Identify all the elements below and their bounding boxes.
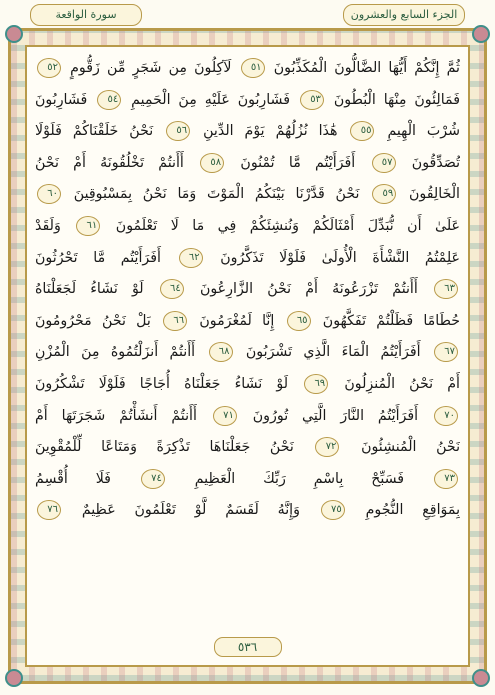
ayah-number-marker: ٥١	[241, 58, 265, 78]
ayah-number-marker: ٧٦	[37, 500, 61, 520]
text-panel	[25, 45, 470, 667]
verse-segment: لَآكِلُونَ مِن شَجَرٍ مِّن زَقُّومٍ	[70, 60, 232, 76]
ayah-number-marker: ٥٥	[350, 121, 374, 141]
ayah-number-marker: ٦١	[76, 216, 100, 236]
ayah-number-marker: ٧٣	[434, 469, 458, 489]
verse-segment: الْخَالِقُونَ	[409, 186, 460, 203]
verse-line	[35, 401, 460, 433]
verse-line	[35, 337, 460, 369]
ayah-number-marker: ٦٩	[304, 374, 328, 394]
verse-line	[35, 306, 460, 338]
ayah-number-marker: ٦٦	[163, 311, 187, 331]
verse-segment: أَفَرَأَيْتُم مَّا تُمْنُونَ	[240, 154, 356, 171]
ayah-number-marker: ٧٥	[321, 500, 345, 520]
verse-segment: أَمْ نَحْنُ الْمُنزِلُونَ	[344, 375, 460, 392]
verse-line	[35, 464, 460, 496]
ayah-number-marker: ٥٩	[372, 184, 396, 204]
verse-line	[35, 148, 460, 180]
verse-segment: فَشَارِبُونَ	[35, 91, 88, 108]
verse-segment: إِنَّا لَمُغْرَمُونَ	[199, 312, 275, 329]
corner-ornament-icon	[5, 25, 23, 43]
verse-segment: أَفَرَأَيْتُمُ النَّارَ الَّتِي تُورُونَ	[252, 407, 419, 424]
verse-segment: وَلَقَدْ	[35, 217, 61, 234]
verse-segment: فَسَبِّحْ بِاسْمِ رَبِّكَ الْعَظِيمِ	[194, 470, 405, 487]
ayah-number-marker: ٦٣	[434, 279, 458, 299]
ayah-number-marker: ٦٤	[160, 279, 184, 299]
verse-segment: شُرْبَ الْهِيمِ	[387, 123, 460, 140]
page-number: ٥٣٦	[214, 637, 282, 657]
verse-segment: بَلْ نَحْنُ مَحْرُومُونَ	[35, 312, 151, 329]
corner-ornament-icon	[472, 25, 490, 43]
verse-segment: لَوْ نَشَاءُ لَجَعَلْنَاهُ	[35, 281, 144, 298]
ayah-number-marker: ٥٦	[166, 121, 190, 141]
ayah-number-marker: ٦٨	[209, 342, 233, 362]
verse-segment: تُصَدِّقُونَ	[411, 154, 460, 171]
verse-segment: عَلِمْتُمُ النَّشْأَةَ الْأُولَىٰ فَلَوْلَا تَذَكَّرُونَ	[220, 249, 460, 266]
verse-line	[35, 495, 460, 527]
verse-segment: نَحْنُ قَدَّرْنَا بَيْنَكُمُ الْمَوْتَ وَمَا نَحْنُ بِمَسْبُوقِينَ	[73, 186, 360, 203]
surah-label: سورة الواقعة	[30, 4, 142, 26]
verse-segment: أَفَرَأَيْتُم مَّا تَحْرُثُونَ	[35, 249, 161, 266]
verse-segment: حُطَامًا فَظَلْتُمْ تَفَكَّهُونَ	[322, 312, 460, 329]
verse-segment: نَحْنُ خَلَقْنَاكُمْ فَلَوْلَا	[35, 123, 154, 140]
verse-line	[35, 369, 460, 401]
verse-line	[35, 53, 460, 85]
verse-segment: أَأَنتُمْ أَنزَلْتُمُوهُ مِنَ الْمُزْنِ	[35, 344, 196, 361]
verse-segment: أَأَنتُمْ تَزْرَعُونَهُ أَمْ نَحْنُ الزَّارِعُونَ	[199, 281, 418, 298]
verse-segment: عَلَىٰ أَن نُّبَدِّلَ أَمْثَالَكُمْ وَنُنشِئَكُمْ فِي مَا لَا تَعْلَمُونَ	[115, 217, 460, 234]
verse-segment: فَمَالِئُونَ مِنْهَا الْبُطُونَ	[333, 91, 460, 108]
verse-line	[35, 432, 460, 464]
verse-line	[35, 116, 460, 148]
ayah-number-marker: ٥٧	[372, 153, 396, 173]
verse-line	[35, 211, 460, 243]
corner-ornament-icon	[5, 669, 23, 687]
page-header	[30, 4, 465, 26]
verse-line	[35, 85, 460, 117]
corner-ornament-icon	[472, 669, 490, 687]
ayah-number-marker: ٧٠	[434, 406, 458, 426]
ayah-number-marker: ٥٨	[200, 153, 224, 173]
ayah-number-marker: ٦٧	[434, 342, 458, 362]
verse-segment: وَإِنَّهُ لَقَسَمٌ لَّوْ تَعْلَمُونَ عَظِيمٌ	[81, 502, 300, 519]
verse-segment: أَأَنتُمْ تَخْلُقُونَهُ أَمْ نَحْنُ	[35, 154, 184, 171]
verse-line	[35, 243, 460, 275]
ayah-number-marker: ٧٤	[141, 469, 165, 489]
verse-segment: أَفَرَأَيْتُمُ الْمَاءَ الَّذِي تَشْرَبُونَ	[245, 344, 421, 361]
verse-text-block	[35, 53, 460, 609]
verse-segment: ثُمَّ إِنَّكُمْ أَيُّهَا الضَّالُّونَ الْمُكَذِّبُونَ	[273, 60, 460, 76]
ayah-number-marker: ٦٠	[37, 184, 61, 204]
verse-segment: هَٰذَا نُزُلُهُمْ يَوْمَ الدِّينِ	[203, 123, 338, 140]
juz-label: الجزء السابع والعشرون	[343, 4, 465, 26]
verse-segment: نَحْنُ جَعَلْنَاهَا تَذْكِرَةً وَمَتَاعًا لِّلْمُقْوِينَ	[35, 439, 294, 456]
ayah-number-marker: ٥٣	[300, 90, 324, 110]
verse-segment: أَأَنتُمْ أَنشَأْتُمْ شَجَرَتَهَا أَمْ	[35, 407, 197, 424]
verse-line	[35, 179, 460, 211]
ayah-number-marker: ٦٢	[179, 248, 203, 268]
ayah-number-marker: ٥٤	[97, 90, 121, 110]
ayah-number-marker: ٧٢	[315, 437, 339, 457]
decorative-border	[8, 28, 487, 684]
ayah-number-marker: ٧١	[213, 406, 237, 426]
verse-segment: نَحْنُ الْمُنشِئُونَ	[361, 439, 460, 456]
verse-segment: بِمَوَاقِعِ النُّجُومِ	[365, 502, 460, 519]
verse-line	[35, 274, 460, 306]
verse-segment: فَلَا أُقْسِمُ	[35, 470, 111, 487]
verse-segment: فَشَارِبُونَ عَلَيْهِ مِنَ الْحَمِيمِ	[131, 91, 291, 108]
ayah-number-marker: ٥٢	[37, 58, 61, 78]
ayah-number-marker: ٦٥	[287, 311, 311, 331]
verse-segment: لَوْ نَشَاءُ جَعَلْنَاهُ أُجَاجًا فَلَوْلَا تَشْكُرُونَ	[35, 375, 289, 392]
